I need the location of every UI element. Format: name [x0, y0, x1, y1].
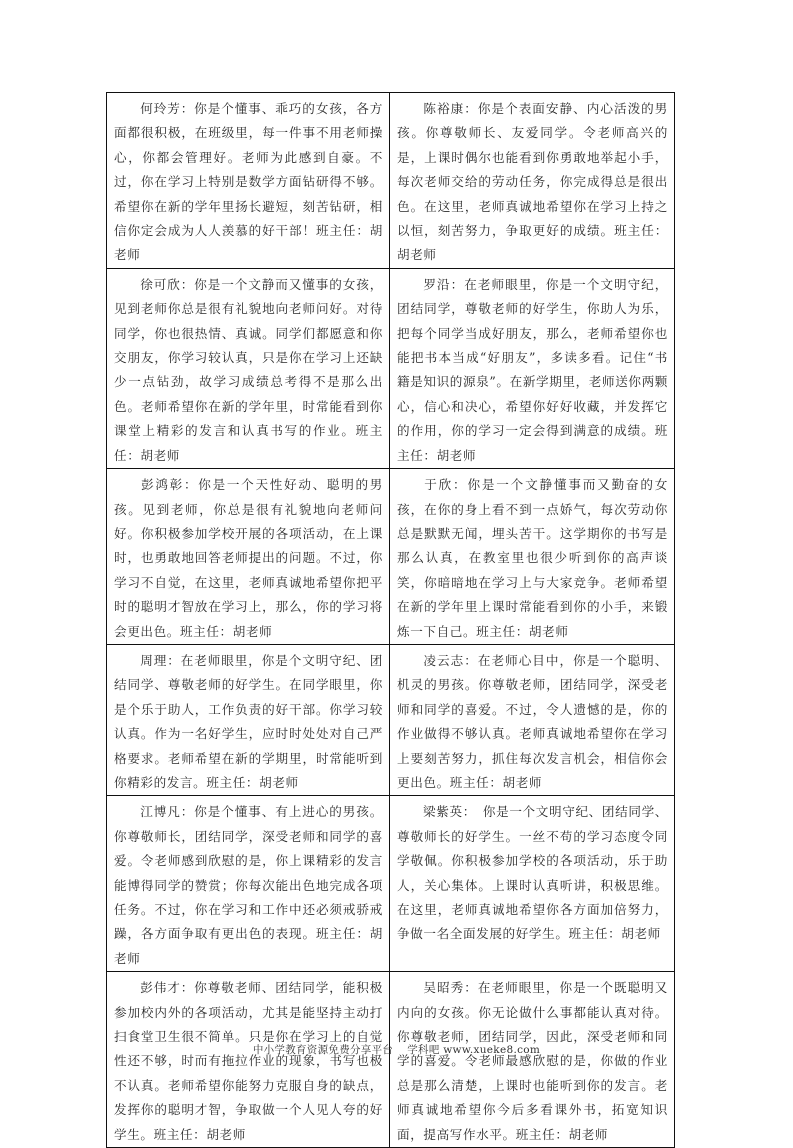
comment-text: 吴昭秀：在老师眼里，你是一个既聪明又内向的女孩。你无论做什么事都能认真对待。你尊敬老师，团结同学，因此，深受老师和同学的喜爱。令老师最感欣慰的是，你做的作业总是那么清楚，上课时也能听到你的发言。老师真诚地希望你今后多看课外书，拓宽知识面，提高写作水平。班主任：胡老师 — [397, 980, 668, 1142]
comment-text: 徐可欣：你是一个文静而又懂事的女孩，见到老师你总是很有礼貌地向老师问好。对待同学，你也很热情、真诚。同学们都愿意和你交朋友，你学习较认真，只是你在学习上还缺少一点钻劲，故学习成绩总考得不是那么出色。老师希望你在新的学年里，时常能看到你课堂上精彩的发言和认真书写的作业。班主任：胡老师 — [114, 276, 383, 463]
table-row — [107, 93, 675, 269]
comment-cell-right — [390, 93, 675, 269]
comment-text: 于欣：你是一个文静懂事而又勤奋的女孩，在你的身上看不到一点娇气，每次劳动你总是默默无闻，埋头苦干。这学期你的书写是那么认真，在教室里也很少听到你的高声谈笑，你暗暗地在学习上与大家竞争。老师希望在新的学年里上课时常能看到你的小手，来锻炼一下自己。班主任：胡老师 — [397, 477, 668, 639]
comment-cell-left — [107, 93, 390, 269]
table-row — [107, 644, 675, 795]
comment-cell-left — [107, 268, 390, 468]
comment-cell-right — [390, 644, 675, 795]
table-row — [107, 469, 675, 645]
page-footer — [0, 1042, 793, 1057]
comment-cell-right — [390, 796, 675, 972]
comment-cell-left — [107, 972, 390, 1148]
comment-cell-right — [390, 469, 675, 645]
comment-cell-left — [107, 796, 390, 972]
comment-cell-left — [107, 644, 390, 795]
table-row — [107, 972, 675, 1148]
comment-text: 陈裕康：你是个表面安静、内心活泼的男孩。你尊敬师长、友爱同学。令老师高兴的是，上课时偶尔也能看到你勇敢地举起小手，每次老师交给的劳动任务，你完成得总是很出色。在这里，老师真诚地希望你在学习上持之以恒，刻苦努力，争取更好的成绩。班主任：胡老师 — [397, 101, 668, 263]
comment-cell-left — [107, 469, 390, 645]
comment-text: 凌云志：在老师心目中，你是一个聪明、机灵的男孩。你尊敬老师，团结同学，深受老师和同学的喜爱。不过，令人遗憾的是，你的作业做得不够认真。老师真诚地希望你在学习上要刻苦努力，抓住每次发言机会，相信你会更出色。班主任：胡老师 — [397, 652, 668, 790]
comment-text: 罗沿：在老师眼里，你是一个文明守纪，团结同学，尊敬老师的好学生，你助人为乐，把每个同学当成好朋友，那么，老师希望你也能把书本当成“好朋友”，多读多看。记住“书籍是知识的源泉”。在新学期里，老师送你两颗心，信心和决心，希望你好好收藏，并发挥它的作用，你的学习一定会得到满意的成绩。班主任：胡老师 — [397, 276, 668, 463]
table-row — [107, 796, 675, 972]
comment-text: 彭伟才：你尊敬老师、团结同学，能积极参加校内外的各项活动，尤其是能坚持主动打扫食堂卫生很不简单。只是你在学习上的自觉性还不够，时而有拖拉作业的现象，书写也极不认真。老师希望你能努力克服自身的缺点，发挥你的聪明才智，争取做一个人见人夸的好学生。班主任：胡老师 — [114, 980, 383, 1142]
student-comments-table — [106, 92, 675, 1148]
table-row — [107, 268, 675, 468]
comment-text: 彭鸿彰：你是一个天性好动、聪明的男孩。见到老师，你总是很有礼貌地向老师问好。你积极参加学校开展的各项活动，在上课时，也勇敢地回答老师提出的问题。不过，你学习不自觉，在这里，老师真诚地希望你把平时的聪明才智放在学习上，那么，你的学习将会更出色。班主任：胡老师 — [114, 477, 383, 639]
comment-text: 江博凡：你是个懂事、有上进心的男孩。你尊敬师长，团结同学，深受老师和同学的喜爱。令老师感到欣慰的是，你上课精彩的发言能博得同学的赞赏；你每次能出色地完成各项任务。不过，你在学习和工作中还必须戒骄戒躁，各方面争取有更出色的表现。班主任：胡老师 — [114, 804, 383, 966]
comment-cell-right — [390, 972, 675, 1148]
comment-cell-right — [390, 268, 675, 468]
footer-platform-text: 中小学教育资源免费分享平台 — [252, 1044, 394, 1056]
comment-text: 周理：在老师眼里，你是个文明守纪、团结同学、尊敬老师的好学生。在同学眼里，你是个乐于助人，工作负责的好干部。你学习较认真。作为一名好学生，应时时处处对自己严格要求。老师希望在新的学期里，时常能听到你精彩的发言。班主任：胡老师 — [114, 652, 383, 790]
comment-text: 梁紫英： 你是一个文明守纪、团结同学、尊敬师长的好学生。一丝不苟的学习态度令同学敬佩。你积极参加学校的各项活动，乐于助人，关心集体。上课时认真听讲，积极思维。在这里，老师真诚地希望你各方面加倍努力，争做一名全面发展的好学生。班主任：胡老师 — [397, 804, 668, 942]
comment-text: 何玲芳：你是个懂事、乖巧的女孩，各方面都很积极，在班级里，每一件事不用老师操心，你都会管理好。老师为此感到自豪。不过，你在学习上特别是数学方面钻研得不够。希望你在新的学年里扬长避短，刻苦钻研，相信你定会成为人人羡慕的好干部！班主任：胡老师 — [114, 101, 383, 263]
footer-site-link[interactable]: 学科吧 www.xueke8.com — [407, 1044, 541, 1056]
